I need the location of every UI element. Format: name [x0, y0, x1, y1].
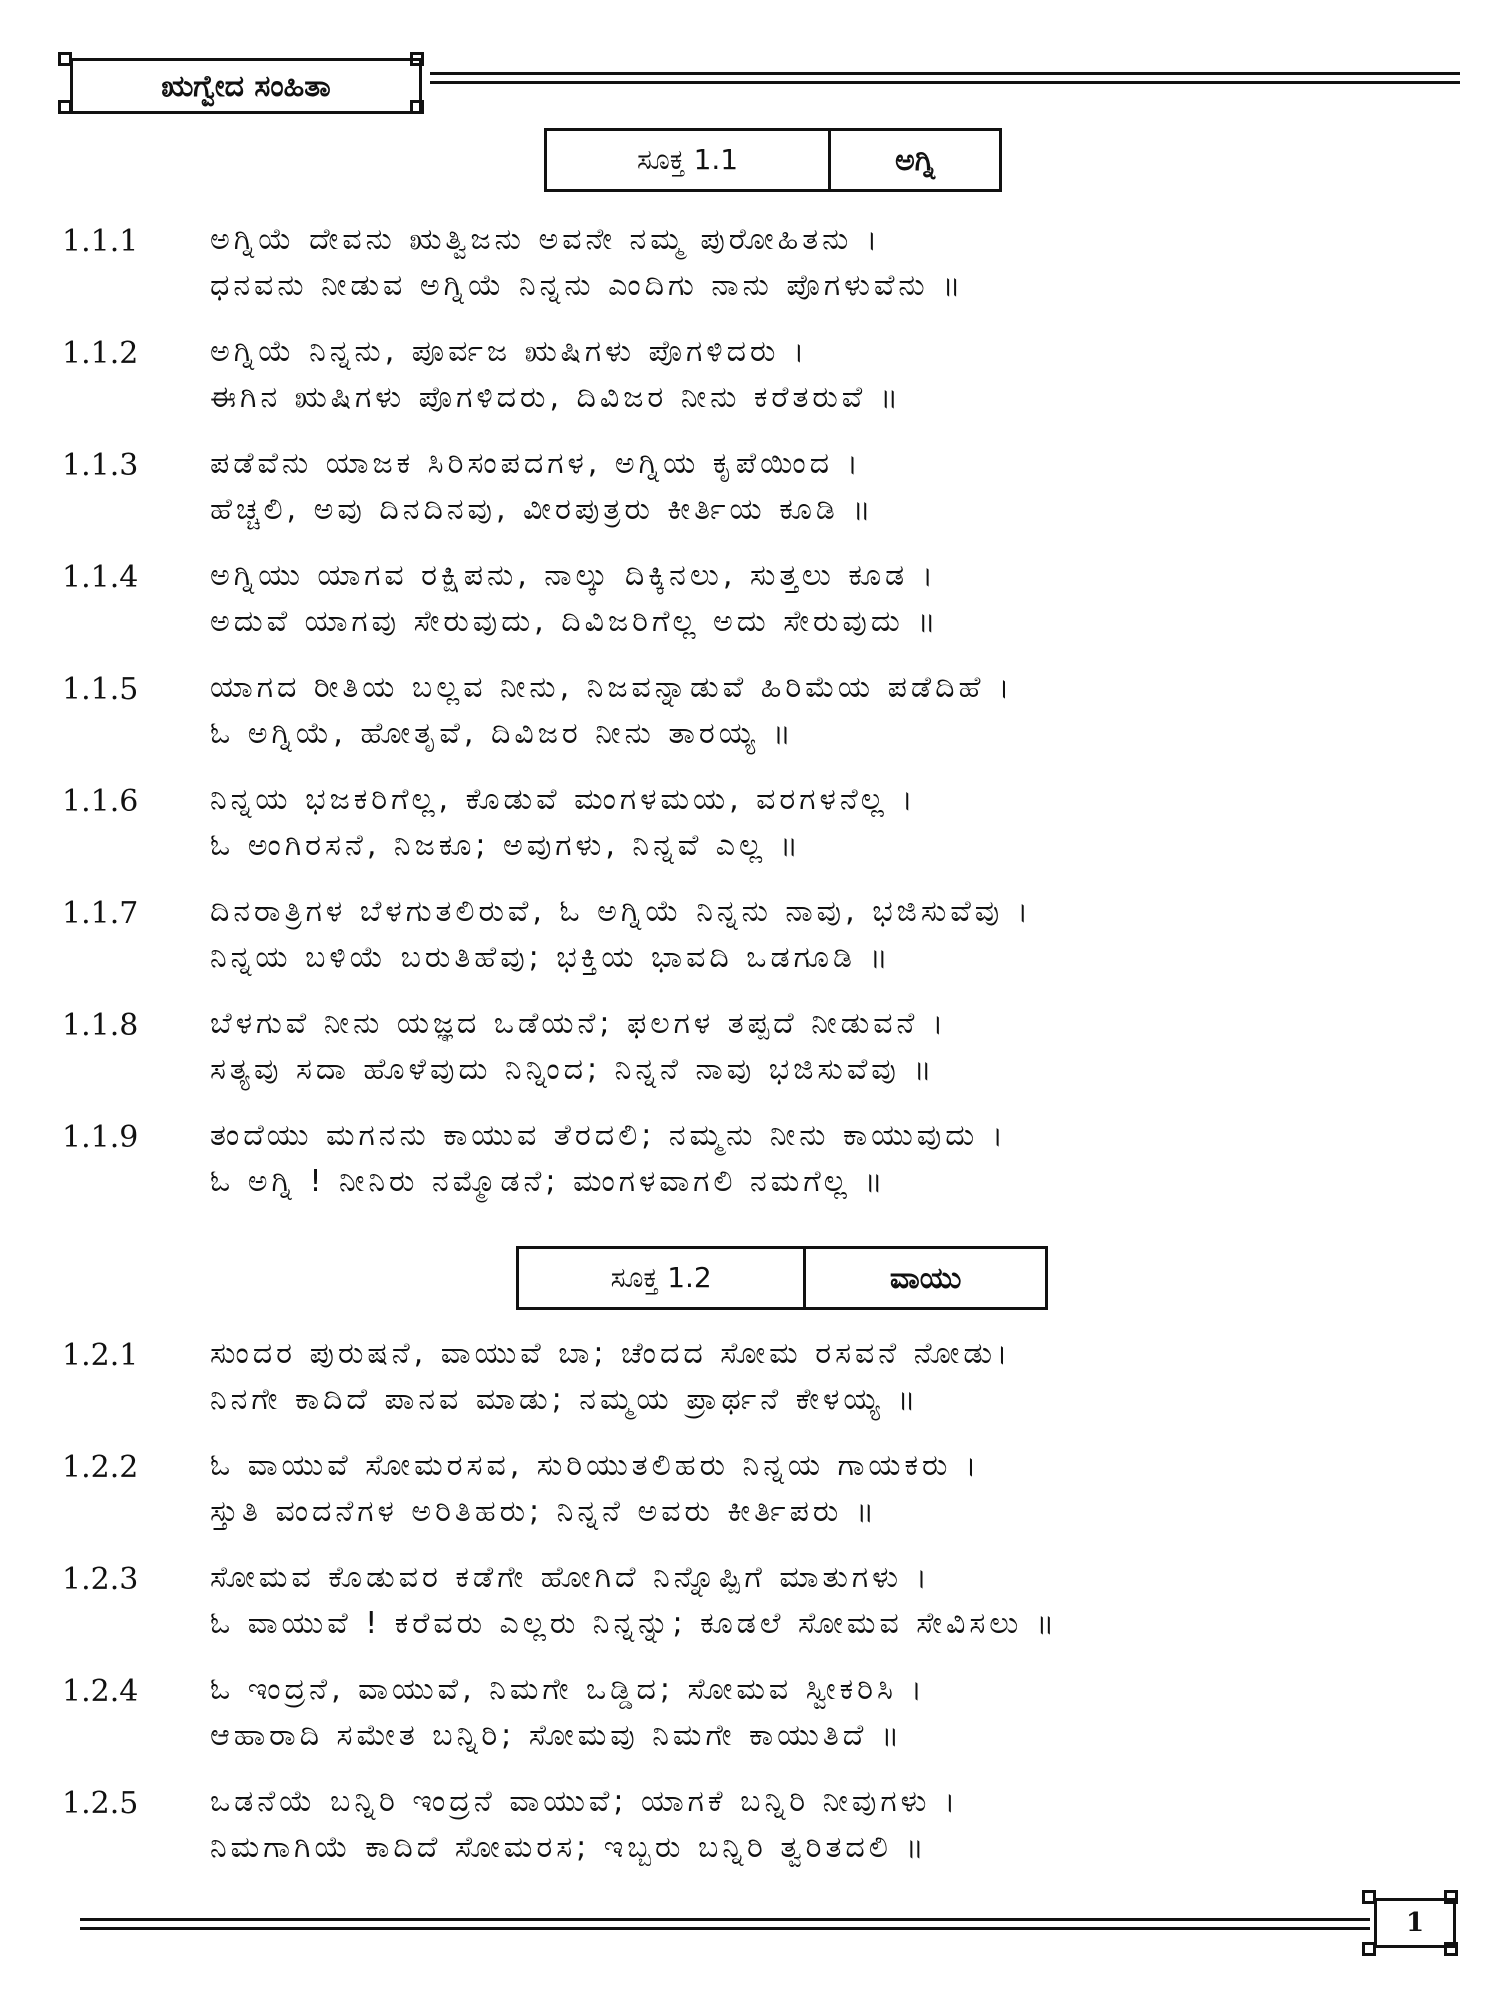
sukta-header-2: [516, 1246, 1048, 1310]
verse-line: ನಿಮಗಾಗಿಯೆ ಕಾದಿದೆ ಸೋಮರಸ; ಇಬ್ಬರು ಬನ್ನಿರಿ ತ್ವರಿತದಲಿ ॥: [210, 1830, 928, 1865]
verse-line: ಹೆಚ್ಚಲಿ, ಅವು ದಿನದಿನವು, ವೀರಪುತ್ರರು ಕೀರ್ತಿಯ ಕೂಡಿ ॥: [210, 492, 875, 527]
verse-line: ಓ ವಾಯುವೆ ಸೋಮರಸವ, ಸುರಿಯುತಲಿಹರು ನಿನ್ನಯ ಗಾಯಕರು ।: [210, 1448, 981, 1483]
verse-line: ಒಡನೆಯೆ ಬನ್ನಿರಿ ಇಂದ್ರನೆ ವಾಯುವೆ; ಯಾಗಕೆ ಬನ್ನಿರಿ ನೀವುಗಳು ।: [210, 1784, 960, 1819]
verse-number: 1.2.3: [62, 1562, 139, 1597]
verse-line: ನಿನ್ನಯ ಭಜಕರಿಗೆಲ್ಲ, ಕೊಡುವೆ ಮಂಗಳಮಯ, ವರಗಳನೆಲ್ಲ ।: [210, 782, 917, 817]
verse-line: ಸೋಮವ ಕೊಡುವರ ಕಡೆಗೇ ಹೋಗಿದೆ ನಿನ್ನೊಪ್ಪಿಗೆ ಮಾತುಗಳು ।: [210, 1560, 931, 1595]
verse-number: 1.2.2: [62, 1450, 139, 1485]
sukta-header-1: [544, 128, 1002, 192]
verse-line: ಅದುವೆ ಯಾಗವು ಸೇರುವುದು, ದಿವಿಜರಿಗೆಲ್ಲ ಅದು ಸೇರುವುದು ॥: [210, 604, 940, 639]
verse-line: ಓ ಅಂಗಿರಸನೆ, ನಿಜಕೂ; ಅವುಗಳು, ನಿನ್ನವೆ ಎಲ್ಲ ॥: [210, 828, 802, 863]
header-rule: [430, 72, 1460, 84]
verse-line: ಅಗ್ನಿಯೆ ದೇವನು ಋತ್ವಿಜನು ಅವನೇ ನಮ್ಮ ಪುರೋಹಿತನು ।: [210, 222, 882, 257]
verse-line: ಈಗಿನ ಋಷಿಗಳು ಪೊಗಳಿದರು, ದಿವಿಜರ ನೀನು ಕರೆತರುವೆ ॥: [210, 380, 903, 415]
verse-line: ಸತ್ಯವು ಸದಾ ಹೊಳೆವುದು ನಿನ್ನಿಂದ; ನಿನ್ನನೆ ನಾವು ಭಜಿಸುವೆವು ॥: [210, 1052, 936, 1087]
verse-line: ಅಗ್ನಿಯೆ ನಿನ್ನನು, ಪೂರ್ವಜ ಋಷಿಗಳು ಪೊಗಳಿದರು ।: [210, 334, 809, 369]
verse-line: ಧನವನು ನೀಡುವ ಅಗ್ನಿಯೆ ನಿನ್ನನು ಎಂದಿಗು ನಾನು ಪೊಗಳುವೆನು ॥: [210, 268, 965, 303]
verse-line: ನಿನ್ನಯ ಬಳಿಯೆ ಬರುತಿಹೆವು; ಭಕ್ತಿಯ ಭಾವದಿ ಒಡಗೂಡಿ ॥: [210, 940, 892, 975]
verse-line: ಓ ವಾಯುವೆ ! ಕರೆವರು ಎಲ್ಲರು ನಿನ್ನನ್ನು; ಕೂಡಲೆ ಸೋಮವ ಸೇವಿಸಲು ॥: [210, 1606, 1059, 1641]
book-title: ಋಗ್ವೇದ ಸಂಹಿತಾ: [70, 58, 422, 114]
verse-line: ಅಗ್ನಿಯು ಯಾಗವ ರಕ್ಷಿಪನು, ನಾಲ್ಕು ದಿಕ್ಕಿನಲು, ಸುತ್ತಲು ಕೂಡ ।: [210, 558, 938, 593]
sukta-deity: ಅಗ್ನಿ: [894, 142, 936, 178]
verse-number: 1.2.4: [62, 1674, 139, 1709]
sukta-label: ಸೂಕ್ತ 1.1: [547, 131, 831, 189]
verse-number: 1.1.3: [62, 448, 139, 483]
verse-line: ದಿನರಾತ್ರಿಗಳ ಬೆಳಗುತಲಿರುವೆ, ಓ ಅಗ್ನಿಯೆ ನಿನ್ನನು ನಾವು, ಭಜಿಸುವೆವು ।: [210, 894, 1033, 929]
verse-line: ಆಹಾರಾದಿ ಸಮೇತ ಬನ್ನಿರಿ; ಸೋಮವು ನಿಮಗೇ ಕಾಯುತಿದೆ ॥: [210, 1718, 904, 1753]
sukta-label: ಸೂಕ್ತ 1.2: [519, 1249, 806, 1307]
verse-number: 1.1.6: [62, 784, 139, 819]
page-number: 1: [1374, 1898, 1456, 1948]
verse-number: 1.2.1: [62, 1338, 139, 1373]
verse-number: 1.1.7: [62, 896, 139, 931]
verse-line: ಓ ಇಂದ್ರನೆ, ವಾಯುವೆ, ನಿಮಗೇ ಒಡ್ಡಿದ; ಸೋಮವ ಸ್ವೀಕರಿಸಿ ।: [210, 1672, 926, 1707]
verse-line: ಬೆಳಗುವೆ ನೀನು ಯಜ್ಞದ ಒಡೆಯನೆ; ಫಲಗಳ ತಪ್ಪದೆ ನೀಡುವನೆ ।: [210, 1006, 948, 1041]
verse-number: 1.1.8: [62, 1008, 139, 1043]
verse-number: 1.1.2: [62, 336, 139, 371]
verse-line: ತಂದೆಯು ಮಗನನು ಕಾಯುವ ತೆರದಲಿ; ನಮ್ಮನು ನೀನು ಕಾಯುವುದು ।: [210, 1118, 1008, 1153]
verse-line: ಸುಂದರ ಪುರುಷನೆ, ವಾಯುವೆ ಬಾ; ಚೆಂದದ ಸೋಮ ರಸವನೆ ನೋಡು।: [210, 1336, 1012, 1371]
verse-number: 1.1.4: [62, 560, 139, 595]
verse-number: 1.1.5: [62, 672, 139, 707]
verse-line: ಓ ಅಗ್ನಿ ! ನೀನಿರು ನಮ್ಮೊಡನೆ; ಮಂಗಳವಾಗಲಿ ನಮಗೆಲ್ಲ ॥: [210, 1164, 887, 1199]
footer-rule: [80, 1918, 1370, 1930]
verse-line: ಯಾಗದ ರೀತಿಯ ಬಲ್ಲವ ನೀನು, ನಿಜವನ್ನಾಡುವೆ ಹಿರಿಮೆಯ ಪಡೆದಿಹೆ ।: [210, 670, 1014, 705]
verse-line: ಓ ಅಗ್ನಿಯೆ, ಹೋತೃವೆ, ದಿವಿಜರ ನೀನು ತಾರಯ್ಯ ॥: [210, 716, 795, 751]
sukta-deity: ವಾಯು: [889, 1260, 962, 1296]
verse-line: ನಿನಗೇ ಕಾದಿದೆ ಪಾನವ ಮಾಡು; ನಮ್ಮಯ ಪ್ರಾರ್ಥನೆ ಕೇಳಯ್ಯ ॥: [210, 1382, 920, 1417]
verse-number: 1.1.9: [62, 1120, 139, 1155]
verse-line: ಸ್ತುತಿ ವಂದನೆಗಳ ಅರಿತಿಹರು; ನಿನ್ನನೆ ಅವರು ಕೀರ್ತಿಪರು ॥: [210, 1494, 879, 1529]
verse-number: 1.1.1: [62, 224, 139, 259]
verse-number: 1.2.5: [62, 1786, 139, 1821]
verse-line: ಪಡೆವೆನು ಯಾಜಕ ಸಿರಿಸಂಪದಗಳ, ಅಗ್ನಿಯ ಕೃಪೆಯಿಂದ ।: [210, 446, 862, 481]
